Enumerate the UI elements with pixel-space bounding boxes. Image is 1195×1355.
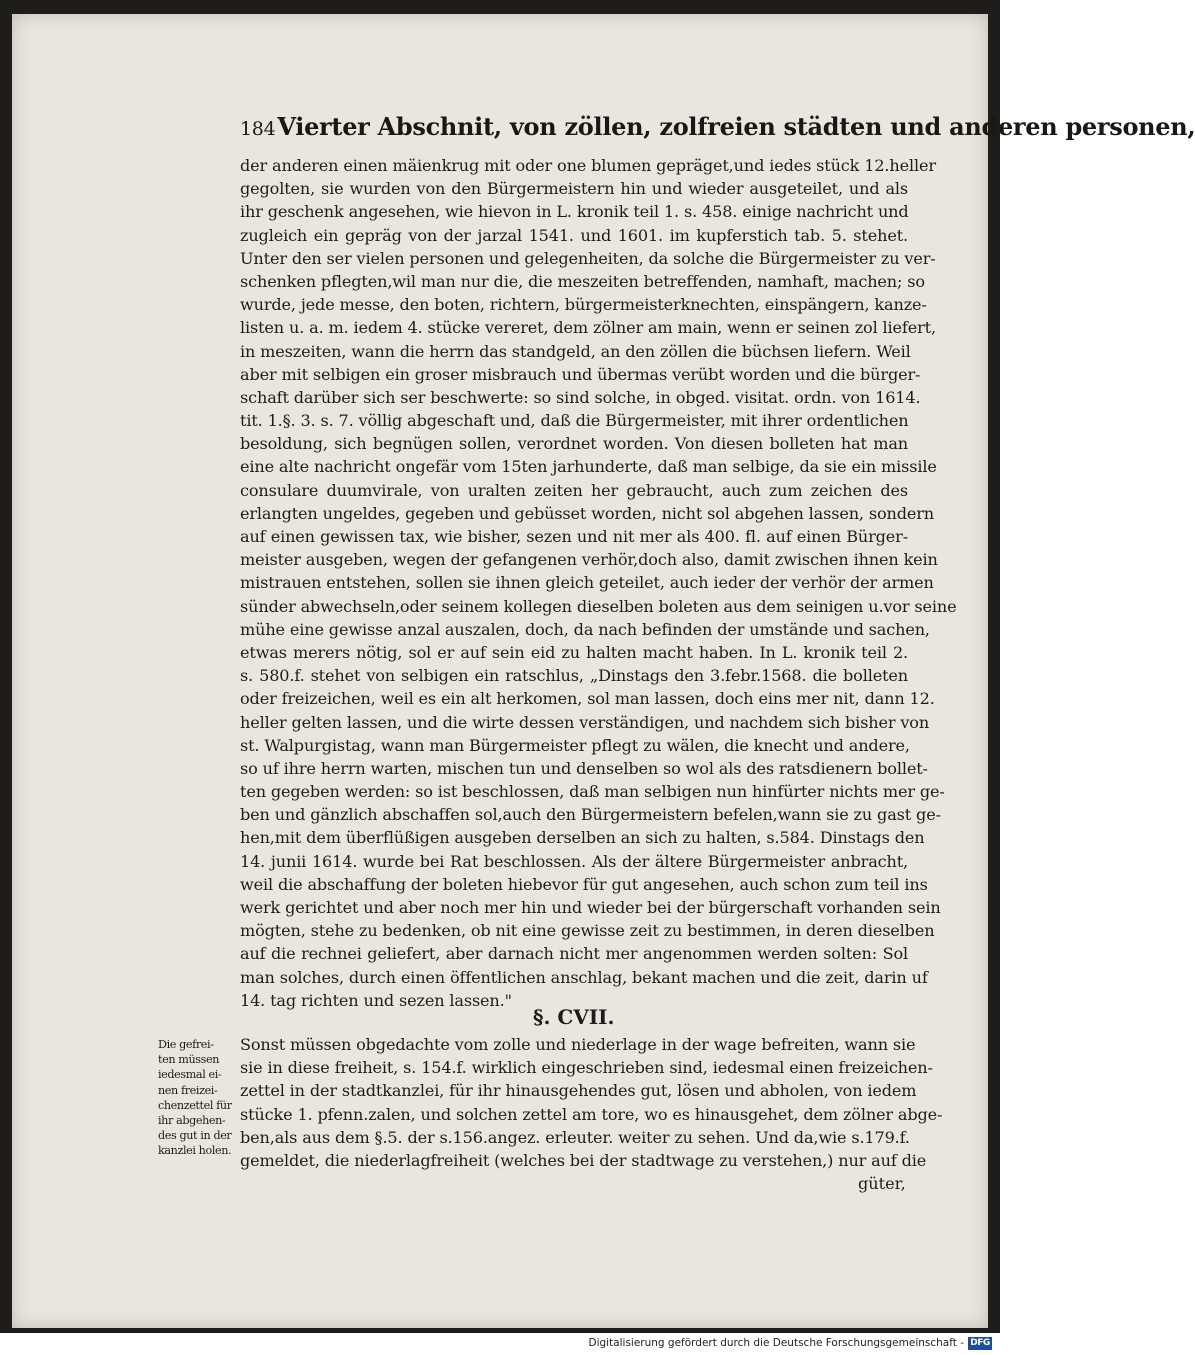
text-line: meister ausgeben, wegen der gefangenen verhör,doch also, damit zwischen ihnen kein (240, 550, 938, 570)
text-line: ten gegeben werden: so ist beschlossen, daß man selbigen nun hinfürter nichts mer ge- (240, 782, 945, 802)
text-line: 14. tag richten und sezen lassen." (240, 990, 512, 1010)
text-line: gegolten, sie wurden von den Bürgermeistern hin und wieder ausgeteilet, und als (240, 179, 908, 199)
text-line: ben,als aus dem §.5. der s.156.angez. erleuter. weiter zu sehen. Und da,wie s.179.f. (240, 1127, 910, 1147)
margin-note-line: Die gefrei- (158, 1038, 214, 1051)
text-line: weil die abschaffung der boleten hiebevor für gut angesehen, auch schon zum teil ins (240, 874, 928, 894)
text-line: in meszeiten, wann die herrn das standgeld, an den zöllen die büchsen liefern. Weil (240, 341, 911, 361)
text-line: stücke 1. pfenn.zalen, und solchen zettel am tore, wo es hinausgehet, dem zölner abge- (240, 1104, 943, 1124)
text-line: consulare duumvirale, von uralten zeiten her gebraucht, auch zum zeichen des (240, 480, 908, 500)
text-line: sünder abwechseln,oder seinem kollegen dieselben boleten aus dem seinigen u.vor seine (240, 596, 957, 616)
text-line: etwas merers nötig, sol er auf sein eid zu halten macht haben. In L. kronik teil 2. (240, 642, 908, 662)
text-line: s. 580.f. stehet von selbigen ein ratschlus, „Dinstags den 3.febr.1568. die bolleten (240, 666, 908, 686)
chapter-title: Vierter Abschnit, von zöllen, zolfreien städten und anderen personen, (277, 112, 1195, 141)
section-text-block (240, 1033, 943, 1172)
dfg-logo: DFG (968, 1337, 992, 1350)
catchword: güter, (858, 1174, 906, 1193)
text-line: tit. 1.§. 3. s. 7. völlig abgeschaft und, daß die Bürgermeister, mit ihrer ordentlichen (240, 411, 909, 431)
text-line: heller gelten lassen, und die wirte dessen verständigen, und nachdem sich bisher von (240, 712, 930, 732)
text-line: auf die rechnei geliefert, aber darnach nicht mer angenommen werden solten: Sol (240, 944, 908, 964)
text-line: zugleich ein gepräg von der jarzal 1541. und 1601. im kupferstich tab. 5. stehet. (240, 225, 908, 245)
text-line: mögten, stehe zu bedenken, ob nit eine gewisse zeit zu bestimmen, in deren dieselben (240, 921, 935, 941)
main-text-block (240, 154, 957, 1012)
text-line: listen u. a. m. iedem 4. stücke vereret, dem zölner am main, wenn er seinen zol liefert, (240, 318, 936, 338)
text-line: der anderen einen mäienkrug mit oder one blumen gepräget,und iedes stück 12.heller (240, 156, 936, 175)
text-line: Unter den ser vielen personen und gelegenheiten, da solche die Bürgermeister zu ver- (240, 248, 936, 268)
running-header (240, 112, 1195, 141)
text-line: aber mit selbigen ein groser misbrauch und übermas verübt worden und die bürger- (240, 364, 921, 384)
margin-note-line: des gut in der (158, 1129, 232, 1143)
text-line: mistrauen entstehen, sollen sie ihnen gleich geteilet, auch ieder der verhör der armen (240, 573, 934, 593)
text-line: wurde, jede messe, den boten, richtern, bürgermeisterknechten, einspängern, kanze- (240, 295, 927, 315)
margin-note-line: ten müssen (158, 1053, 220, 1067)
text-line: erlangten ungeldes, gegeben und gebüsset worden, nicht sol abgehen lassen, sondern (240, 503, 934, 523)
margin-note-line: kanzlei holen. (158, 1144, 232, 1158)
text-line: 14. junii 1614. wurde bei Rat beschlossen. Als der ältere Bürgermeister anbracht, (240, 851, 908, 871)
margin-note (158, 1037, 246, 1159)
text-line: hen,mit dem überflüßigen ausgeben derselben an sich zu halten, s.584. Dinstags den (240, 828, 925, 848)
text-line: man solches, durch einen öffentlichen anschlag, bekant machen und die zeit, darin uf (240, 967, 928, 987)
text-line: st. Walpurgistag, wann man Bürgermeister pflegt zu wälen, die knecht und andere, (240, 735, 910, 755)
text-line: schaft darüber sich ser beschwerte: so sind solche, in obged. visitat. ordn. von 1614. (240, 387, 921, 407)
text-line: oder freizeichen, weil es ein alt herkomen, sol man lassen, doch eins mer nit, dann 12. (240, 689, 935, 709)
margin-note-line: ihr abgehen- (158, 1114, 226, 1128)
text-line: Sonst müssen obgedachte vom zolle und niederlage in der wage befreiten, wann sie (240, 1035, 916, 1054)
section-heading: §. CVII. (533, 1005, 615, 1029)
text-line: so uf ihre herrn warten, mischen tun und denselben so wol als des ratsdienern bollet- (240, 758, 928, 778)
margin-note-line: iedesmal ei- (158, 1068, 222, 1082)
text-line: ihr geschenk angesehen, wie hievon in L. kronik teil 1. s. 458. einige nachricht und (240, 202, 909, 222)
text-line: sie in diese freiheit, s. 154.f. wirklich eingeschrieben sind, iedesmal einen freizeichen- (240, 1058, 933, 1078)
text-line: ben und gänzlich abschaffen sol,auch den Bürgermeistern befelen,wann sie zu gast ge- (240, 805, 941, 825)
text-line: schenken pflegten,wil man nur die, die meszeiten betreffenden, namhaft, machen; so (240, 271, 925, 291)
text-line: gemeldet, die niederlagfreiheit (welches bei der stadtwage zu verstehen,) nur auf die (240, 1150, 927, 1170)
text-line: auf einen gewissen tax, wie bisher, sezen und nit mer als 400. fl. auf einen Bürger- (240, 527, 908, 546)
margin-note-line: chenzettel für (158, 1098, 232, 1112)
page-number: 184 (240, 118, 276, 140)
text-line: zettel in der stadtkanzlei, für ihr hinausgehendes gut, lösen und abholen, von iedem (240, 1081, 917, 1101)
margin-note-line: nen freizei- (158, 1083, 218, 1097)
text-line: werk gerichtet und aber noch mer hin und wieder bei der bürgerschaft vorhanden sein (240, 898, 941, 917)
digitization-credit: Digitalisierung gefördert durch die Deutsche Forschungsgemeinschaft - (588, 1337, 964, 1349)
text-line: eine alte nachricht ongefär vom 15ten jarhunderte, daß man selbige, da sie ein missile (240, 457, 937, 477)
text-line: besoldung, sich begnügen sollen, verordnet worden. Von diesen bolleten hat man (240, 434, 908, 454)
text-line: mühe eine gewisse anzal auszalen, doch, da nach befinden der umstände und sachen, (240, 619, 930, 639)
